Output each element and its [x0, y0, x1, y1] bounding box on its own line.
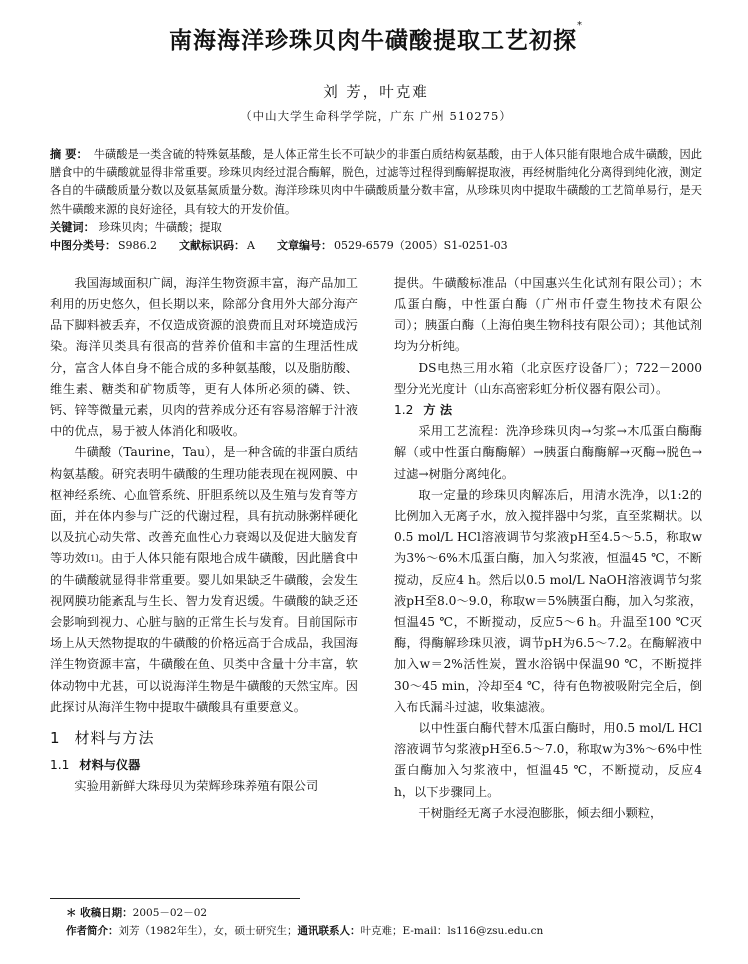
title-footnote-mark: * [577, 20, 583, 31]
subsection-number: 1.1 [50, 758, 70, 773]
received-label: ＊ 收稿日期： [66, 907, 133, 919]
subsection-heading-1-2 [394, 400, 702, 421]
footnotes [66, 904, 543, 940]
citation-ref: [1] [87, 554, 99, 564]
left-paragraph-2 [50, 442, 358, 718]
left-paragraph-2b: 。由于人体只能有限地合成牛磺酸，因此膳食中的牛磺酸就显得非常重要。婴儿如果缺乏牛磺酸，会发生视网膜功能紊乱与生长、智力发育迟缓。牛磺酸的缺乏还会影响到视力、心脏与脑的正常生长与发育。目前国际市场上从天然物提取的牛磺酸的价格远高于合成品，我国海洋生物资源丰富，牛磺酸在鱼、贝类中含量十分丰富，软体动物中尤甚，可以说海洋生物是牛磺酸的天然宝库。因此探讨从海洋生物中提取牛磺酸具有重要意义。 [50, 551, 359, 714]
subsection-title: 材料与仪器 [79, 758, 141, 773]
section-heading-1 [50, 728, 358, 749]
art-value: 0529-6579（2005）S1-0251-03 [333, 238, 508, 252]
article-meta [50, 237, 702, 255]
right-column [394, 273, 702, 824]
paper-title [50, 22, 702, 55]
keywords-label: 关键词： [50, 220, 95, 234]
author-bio [66, 922, 543, 940]
section-number: 1 [50, 729, 61, 748]
left-column [50, 273, 358, 824]
affiliation: （中山大学生命科学学院，广东 广州 510275） [240, 109, 512, 123]
author-bio-label: 作者简介： [66, 925, 119, 937]
keywords-text: 珍珠贝肉；牛磺酸；提取 [98, 220, 222, 234]
footnote-divider [50, 898, 300, 899]
art-label: 文章编号： [276, 238, 332, 252]
left-paragraph-2a: 牛磺酸（Taurine，Tau），是一种含硫的非蛋白质结构氨基酸。研究表明牛磺酸的生理功能表现在视网膜、中枢神经系统、心血管系统、肝胆系统以及生殖与发育等方面，并在体内参与广泛的代谢过程，具有抗动脉粥样硬化以及抗心动失常、改善充血性心力衰竭以及促进大脑发育等功效 [50, 445, 358, 566]
clc-number [50, 237, 157, 255]
right-paragraph-5: 以中性蛋白酶代替木瓜蛋白酶时，用0.5 mol/L HCl溶液调节匀浆液pH至6.5～7.0，称取w为3%～6%中性蛋白酶加入匀浆液中，恒温45 ℃，不断搅动，反应4 h，以下步骤同上。 [394, 721, 702, 799]
left-paragraph-1: 我国海域面积广阔，海洋生物资源丰富，海产品加工利用的历史悠久，但长期以来，除部分食用外大部分海产品下脚料被丢弃，不仅造成资源的浪费而且对环境造成污染。海洋贝类具有很高的营养价值和丰富的生理活性成分，富含人体自身不能合成的多种氨基酸，以及脂肪酸、维生素、糖类和矿物质等，更有人体所必须的磷、铁、钙、锌等微量元素，贝肉的营养成分还有容易溶解于汁液中的优点，易于被人体消化和吸收。 [50, 275, 358, 439]
contact-label: 通讯联系人： [297, 925, 361, 937]
doc-label: 文献标识码： [179, 238, 246, 252]
right-paragraph-6: 干树脂经无离子水浸泡膨胀，倾去细小颗粒， [418, 805, 663, 820]
authors: 刘 芳，叶克难 [323, 85, 429, 101]
doc-code [179, 237, 255, 255]
abstract-text: 牛磺酸是一类含硫的特殊氨基酸，是人体正常生长不可缺少的非蛋白质结构氨基酸，由于人体只能有限地合成牛磺酸，因此膳食中的牛磺酸就显得非常重要。珍珠贝肉经过混合酶解，脱色，过滤等过程得到酶解提取液，再经树脂纯化分离得到纯化液，测定各自的牛磺酸质量分数以及氨基氮质量分数。海洋珍珠贝肉中牛磺酸质量分数丰富，从珍珠贝肉中提取牛磺酸的工艺简单易行，是天然牛磺酸来源的良好途径，具有较大的开发价值。 [50, 148, 702, 216]
clc-value: S986.2 [118, 238, 158, 252]
section-title: 材料与方法 [74, 729, 155, 748]
article-number [277, 237, 508, 255]
subsection-heading-1-1 [50, 755, 358, 776]
clc-label: 中图分类号： [50, 238, 116, 252]
subsection-number: 1.2 [394, 403, 414, 418]
author-bio-text: 刘芳（1982年生），女，硕士研究生； [118, 925, 298, 937]
received-date [66, 904, 543, 922]
body-columns [50, 273, 702, 824]
right-paragraph-1: 提供。牛磺酸标准品（中国惠兴生化试剂有限公司）；木瓜蛋白酶，中性蛋白酶（广州市仟壹生物技术有限公司）；胰蛋白酶（上海伯奥生物科技有限公司）；其他试剂均为分析纯。 [394, 275, 702, 354]
title-text: 南海海洋珍珠贝肉牛磺酸提取工艺初探 [169, 28, 577, 54]
keywords [50, 219, 702, 237]
received-value: 2005－02－02 [132, 907, 208, 919]
right-paragraph-2: DS电热三用水箱（北京医疗设备厂）；722－2000型分光光度计（山东高密彩虹分析仪器有限公司）。 [394, 360, 702, 396]
contact-text: 叶克难；E-mail：ls116@zsu.edu.cn [360, 925, 544, 937]
abstract-label: 摘 要： [50, 148, 88, 161]
abstract [50, 146, 702, 219]
right-paragraph-3: 采用工艺流程：洗净珍珠贝肉→匀浆→木瓜蛋白酶酶解（或中性蛋白酶酶解）→胰蛋白酶酶解→灭酶→脱色→过滤→树脂分离纯化。 [394, 424, 702, 481]
right-paragraph-4: 取一定量的珍珠贝肉解冻后，用清水洗净，以1:2的比例加入无离子水，放入搅拌器中匀浆，直至浆糊状。以0.5 mol/L HCl溶液调节匀浆液pH至4.5～5.5，称取w为3%～6%木瓜蛋白酶，加入匀浆液，恒温45 ℃，不断搅动，反应4 h。然后以0.5 mol/L NaOH溶液调节匀浆液pH至8.0～9.0，称取w＝5%胰蛋白酶，加入匀浆液，恒温45 ℃，不断搅动，反应5～6 h。升温至100 ℃灭酶，得酶解珍珠贝液，调节pH为6.5～7.2。在酶解液中加入w＝2%活性炭，置水浴锅中保温90 ℃，不断搅拌30～45 min，冷却至4 ℃，待有色物被吸附完全后，倒入布氏漏斗过滤，收集滤液。 [394, 487, 702, 714]
doc-value: A [247, 238, 255, 252]
left-paragraph-3: 实验用新鲜大珠母贝为荣辉珍珠养殖有限公司 [74, 779, 319, 794]
subsection-title: 方 法 [423, 403, 453, 418]
